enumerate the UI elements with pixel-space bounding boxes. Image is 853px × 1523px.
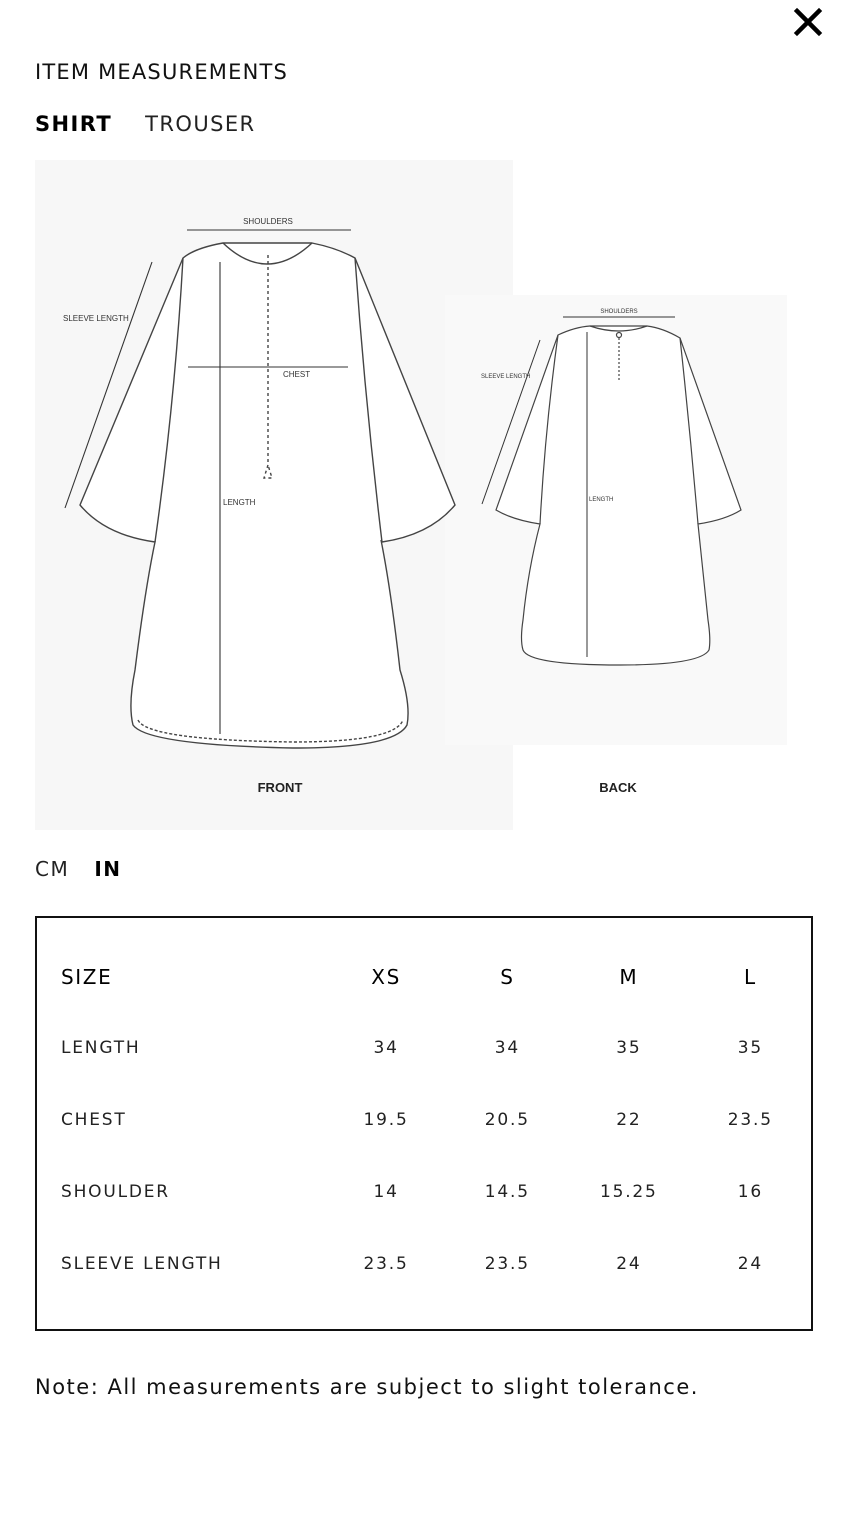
cell-value: 14 xyxy=(373,1182,399,1202)
cell-value: 20.5 xyxy=(484,1110,530,1130)
row-label: SHOULDER xyxy=(61,1182,170,1202)
cell-value: 34 xyxy=(494,1038,520,1058)
table-row xyxy=(61,1084,811,1156)
cell-value: 14.5 xyxy=(484,1182,530,1202)
cell-value: 34 xyxy=(373,1038,399,1058)
page-title: ITEM MEASUREMENTS xyxy=(35,60,289,84)
back-sleeve-label: SLEEVE LENGTH xyxy=(481,374,531,380)
cell-value: 24 xyxy=(737,1254,763,1274)
close-button[interactable] xyxy=(790,4,826,40)
measurement-diagram xyxy=(35,160,787,830)
table-row xyxy=(61,1156,811,1228)
cell-value: 19.5 xyxy=(363,1110,409,1130)
back-shoulders-label: SHOULDERS xyxy=(600,309,638,315)
header-m: M xyxy=(619,965,639,989)
unit-toggle xyxy=(35,857,142,881)
table-row xyxy=(61,1012,811,1084)
tab-trouser[interactable]: TROUSER xyxy=(145,112,256,136)
cell-value: 16 xyxy=(737,1182,763,1202)
garment-tabs xyxy=(35,112,283,136)
front-chest-label: CHEST xyxy=(283,370,311,379)
tolerance-note: Note: All measurements are subject to slight tolerance. xyxy=(35,1375,699,1399)
tab-shirt[interactable]: SHIRT xyxy=(35,112,113,136)
size-table xyxy=(61,942,811,1300)
row-label: LENGTH xyxy=(61,1038,141,1058)
header-s: S xyxy=(500,965,515,989)
cell-value: 22 xyxy=(616,1110,642,1130)
cell-value: 35 xyxy=(616,1038,642,1058)
cell-value: 24 xyxy=(616,1254,642,1274)
back-caption: BACK xyxy=(599,780,637,795)
cell-value: 35 xyxy=(737,1038,763,1058)
cell-value: 23.5 xyxy=(727,1110,773,1130)
size-chart xyxy=(35,916,813,1331)
row-label: CHEST xyxy=(61,1110,127,1130)
cell-value: 23.5 xyxy=(484,1254,530,1274)
unit-cm[interactable]: CM xyxy=(35,857,70,881)
header-l: L xyxy=(743,965,757,989)
header-size: SIZE xyxy=(61,965,113,989)
row-label: SLEEVE LENGTH xyxy=(61,1254,223,1274)
front-shoulders-label: SHOULDERS xyxy=(243,217,293,226)
cell-value: 15.25 xyxy=(599,1182,658,1202)
front-sleeve-label: SLEEVE LENGTH xyxy=(63,314,129,323)
back-length-label: LENGTH xyxy=(589,497,614,503)
table-row xyxy=(61,1228,811,1300)
front-length-label: LENGTH xyxy=(223,498,256,507)
close-icon xyxy=(790,4,826,40)
unit-in[interactable]: IN xyxy=(94,857,122,881)
table-header-row xyxy=(61,942,811,1012)
header-xs: XS xyxy=(371,965,401,989)
front-caption: FRONT xyxy=(257,780,303,795)
cell-value: 23.5 xyxy=(363,1254,409,1274)
